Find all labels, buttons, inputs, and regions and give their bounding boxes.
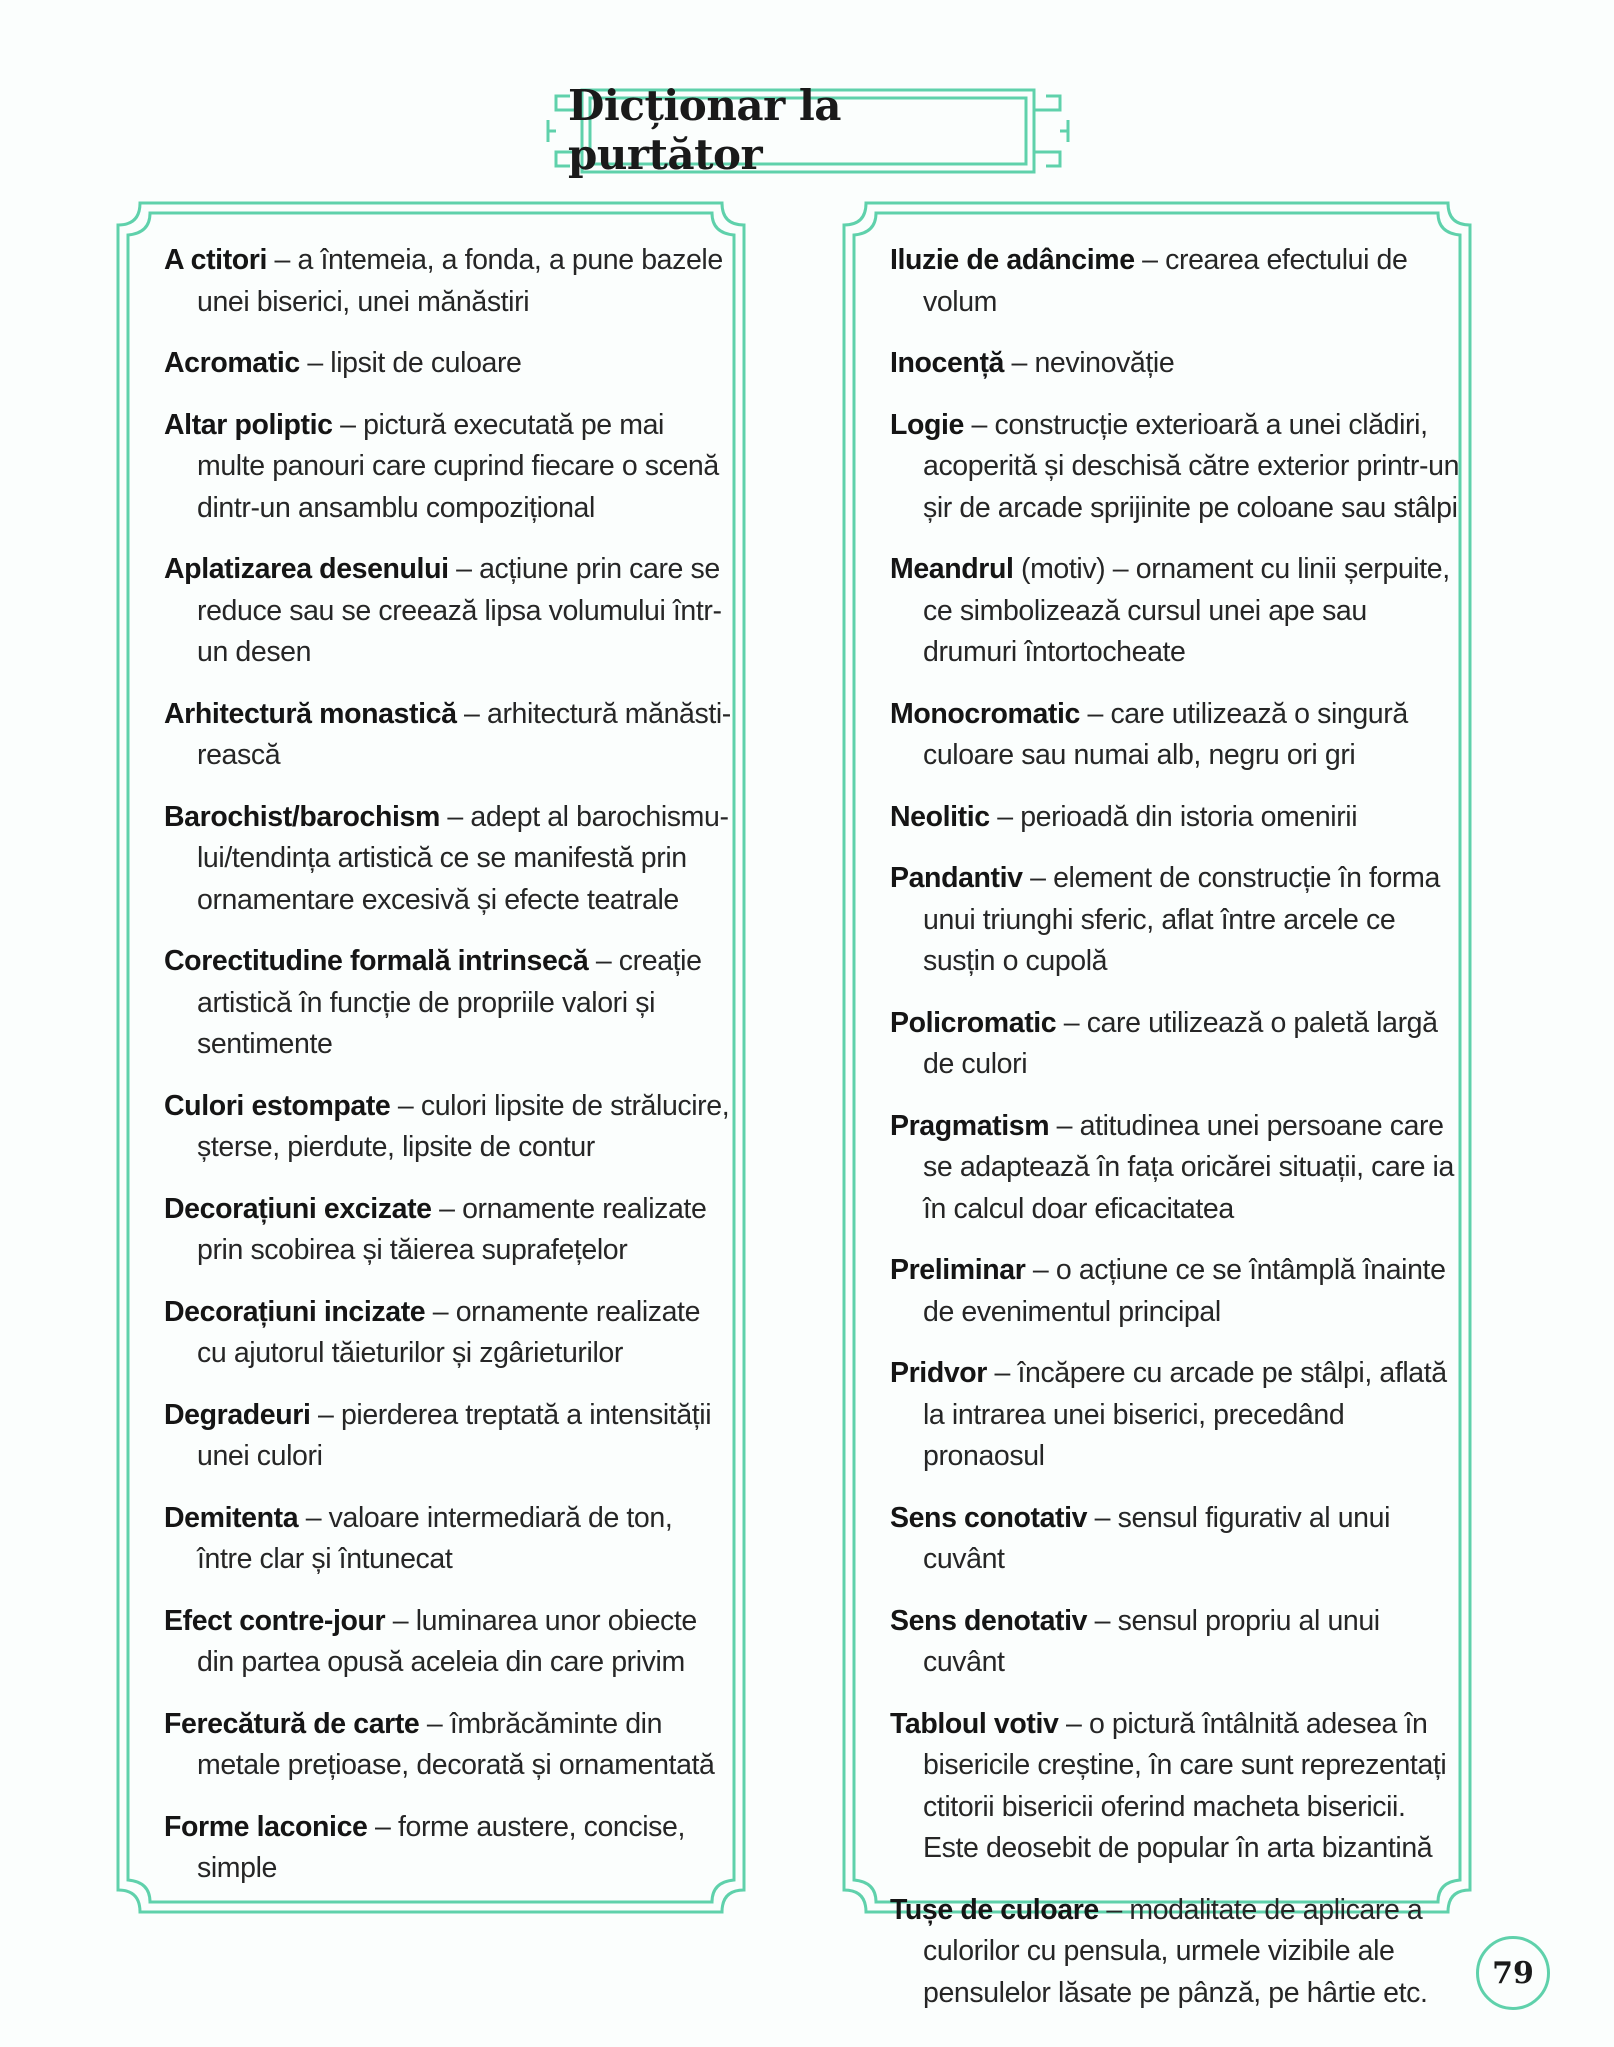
glossary-definition: – a întemeia, a fonda, a pune bazele unei biserici, unei mănăstiri (197, 244, 723, 318)
glossary-entry (890, 797, 1460, 839)
glossary-entry (890, 1704, 1460, 1870)
glossary-entry (164, 1292, 734, 1375)
glossary-term: Decorațiuni excizate (164, 1192, 432, 1225)
glossary-entry (890, 858, 1460, 983)
page-title: Dicționar la purtător (568, 81, 841, 179)
glossary-definition: – luminarea unor obiecte din partea opusă aceleia din care privim (197, 1604, 697, 1678)
glossary-term: Pridvor (890, 1357, 987, 1389)
glossary-definition: – o acțiune ce se întâmplă înainte de evenimentul principal (923, 1254, 1446, 1328)
glossary-entry (890, 1890, 1460, 2015)
glossary-entry (890, 1601, 1460, 1684)
glossary-entry (164, 1601, 734, 1684)
glossary-definition: – ornamente realizate cu ajutorul tăieturilor și zgârieturilor (197, 1295, 701, 1369)
glossary-definition: – încăpere cu arcade pe stâlpi, aflată la intrarea unei biserici, precedând pronaosul (923, 1357, 1447, 1472)
glossary-definition: (motiv) – ornament cu linii șerpuite, ce simbolizează cursul unei ape sau drumuri întortocheate (923, 553, 1450, 668)
glossary-term: Monocromatic (890, 697, 1080, 730)
glossary-entry (890, 1498, 1460, 1581)
glossary-entry (890, 1106, 1460, 1231)
glossary-term: Sens conotativ (890, 1501, 1088, 1534)
glossary-term: Logie (890, 408, 964, 441)
glossary-definition: – pictură executată pe mai multe panouri care cuprind fiecare o scenă dintr-un ansamblu compozițional (197, 408, 719, 524)
glossary-entry (164, 1807, 734, 1890)
glossary-term: Ferecătură de carte (164, 1707, 420, 1740)
glossary-definition: – care utilizează o singură culoare sau numai alb, negru ori gri (923, 697, 1408, 771)
glossary-term: Acromatic (164, 347, 300, 379)
glossary-definition: – forme austere, concise, simple (197, 1810, 685, 1884)
glossary-entry (890, 694, 1460, 777)
glossary-entry (890, 549, 1460, 674)
glossary-entry (890, 405, 1460, 530)
glossary-term: Sens denotativ (890, 1604, 1088, 1637)
glossary-definition: – lipsit de culoare (299, 347, 522, 379)
glossary-term: Degradeuri (164, 1398, 311, 1431)
glossary-term: A ctitori (164, 244, 268, 276)
glossary-term: Aplatizarea desenului (164, 553, 449, 585)
glossary-term: Culori estompate (164, 1089, 391, 1122)
glossary-term: Pandantiv (890, 862, 1023, 894)
glossary-entry (164, 405, 734, 530)
glossary-entry (164, 1395, 734, 1478)
glossary-term: Inocență (890, 347, 1004, 379)
glossary-left-column (164, 240, 734, 1910)
glossary-definition: – modalitate de aplicare a culorilor cu pensula, urmele vizibile ale pensulelor lăsate pe pânză, pe hârtie etc. (923, 1893, 1428, 2009)
glossary-definition: – arhitectură mănăsti-rească (197, 697, 731, 771)
glossary-term: Efect contre-jour (164, 1604, 386, 1637)
glossary-entry (890, 343, 1460, 385)
glossary-entry (164, 343, 734, 385)
glossary-definition: – care utilizează o paletă largă de culori (923, 1006, 1438, 1080)
glossary-definition: – adept al barochismu-lui/tendința artistică ce se manifestă prin ornamentare excesivă și efecte teatrale (197, 800, 729, 916)
glossary-term: Preliminar (890, 1254, 1026, 1286)
glossary-definition: – o pictură întâlnită adesea în bisericile creștine, în care sunt reprezentați ctitorii bisericii oferind macheta bisericii. Este deosebit de popular în arta bizantină (923, 1707, 1447, 1864)
page-number: 79 (1476, 1936, 1550, 2010)
glossary-entry (890, 1250, 1460, 1333)
glossary-definition: – culori lipsite de strălucire, șterse, pierdute, lipsite de contur (197, 1089, 730, 1163)
glossary-definition: – pierderea treptată a intensității unei culori (197, 1398, 712, 1472)
glossary-entry (164, 1498, 734, 1581)
glossary-entry (164, 1086, 734, 1169)
glossary-term: Neolitic (890, 800, 990, 833)
glossary-term: Forme laconice (164, 1810, 368, 1843)
glossary-term: Tușe de culoare (890, 1893, 1099, 1926)
glossary-definition: – nevinovăție (1004, 347, 1175, 379)
glossary-right-column (890, 240, 1460, 2034)
glossary-entry (164, 941, 734, 1066)
glossary-definition: – element de construcție în forma unui triunghi sferic, aflat între arcele ce susțin o cupolă (923, 862, 1440, 977)
glossary-definition: – îmbrăcăminte din metale prețioase, decorată și ornamentată (197, 1707, 715, 1781)
glossary-definition: – construcție exterioară a unei clădiri, acoperită și deschisă către exterior printr-un șir de arcade sprijinite pe coloane sau stâlpi (923, 408, 1460, 524)
glossary-term: Altar poliptic (164, 408, 333, 441)
glossary-definition: – sensul figurativ al unui cuvânt (923, 1501, 1391, 1575)
glossary-term: Demitenta (164, 1501, 299, 1534)
glossary-term: Policromatic (890, 1006, 1057, 1039)
glossary-entry (890, 1003, 1460, 1086)
glossary-entry (164, 549, 734, 674)
glossary-term: Barochist/barochism (164, 800, 440, 833)
glossary-entry (164, 240, 734, 323)
glossary-definition: – sensul propriu al unui cuvânt (923, 1604, 1380, 1678)
glossary-definition: – acțiune prin care se reduce sau se creează lipsa volumului într-un desen (197, 553, 722, 668)
glossary-term: Pragmatism (890, 1109, 1050, 1142)
glossary-definition: – atitudinea unei persoane care se adaptează în fața oricărei situații, care ia în calcul doar eficacitatea (923, 1109, 1454, 1225)
glossary-term: Decorațiuni incizate (164, 1295, 426, 1328)
glossary-term: Arhitectură monastică (164, 697, 457, 730)
glossary-definition: – valoare intermediară de ton, între clar și întunecat (197, 1501, 673, 1575)
glossary-entry (164, 1704, 734, 1787)
glossary-definition: – ornamente realizate prin scobirea și tăierea suprafețelor (197, 1192, 707, 1266)
glossary-definition: – creație artistică în funcție de propriile valori și sentimente (197, 945, 702, 1060)
glossary-term: Corectitudine formală intrinsecă (164, 945, 589, 977)
glossary-entry (164, 797, 734, 922)
glossary-entry (890, 240, 1460, 323)
glossary-definition: – perioadă din istoria omenirii (989, 800, 1358, 833)
glossary-entry (890, 1353, 1460, 1478)
glossary-term: Iluzie de adâncime (890, 244, 1135, 276)
glossary-definition: – crearea efectului de volum (923, 244, 1408, 318)
glossary-entry (164, 1189, 734, 1272)
glossary-term: Meandrul (890, 553, 1014, 585)
glossary-term: Tabloul votiv (890, 1707, 1059, 1740)
glossary-entry (164, 694, 734, 777)
